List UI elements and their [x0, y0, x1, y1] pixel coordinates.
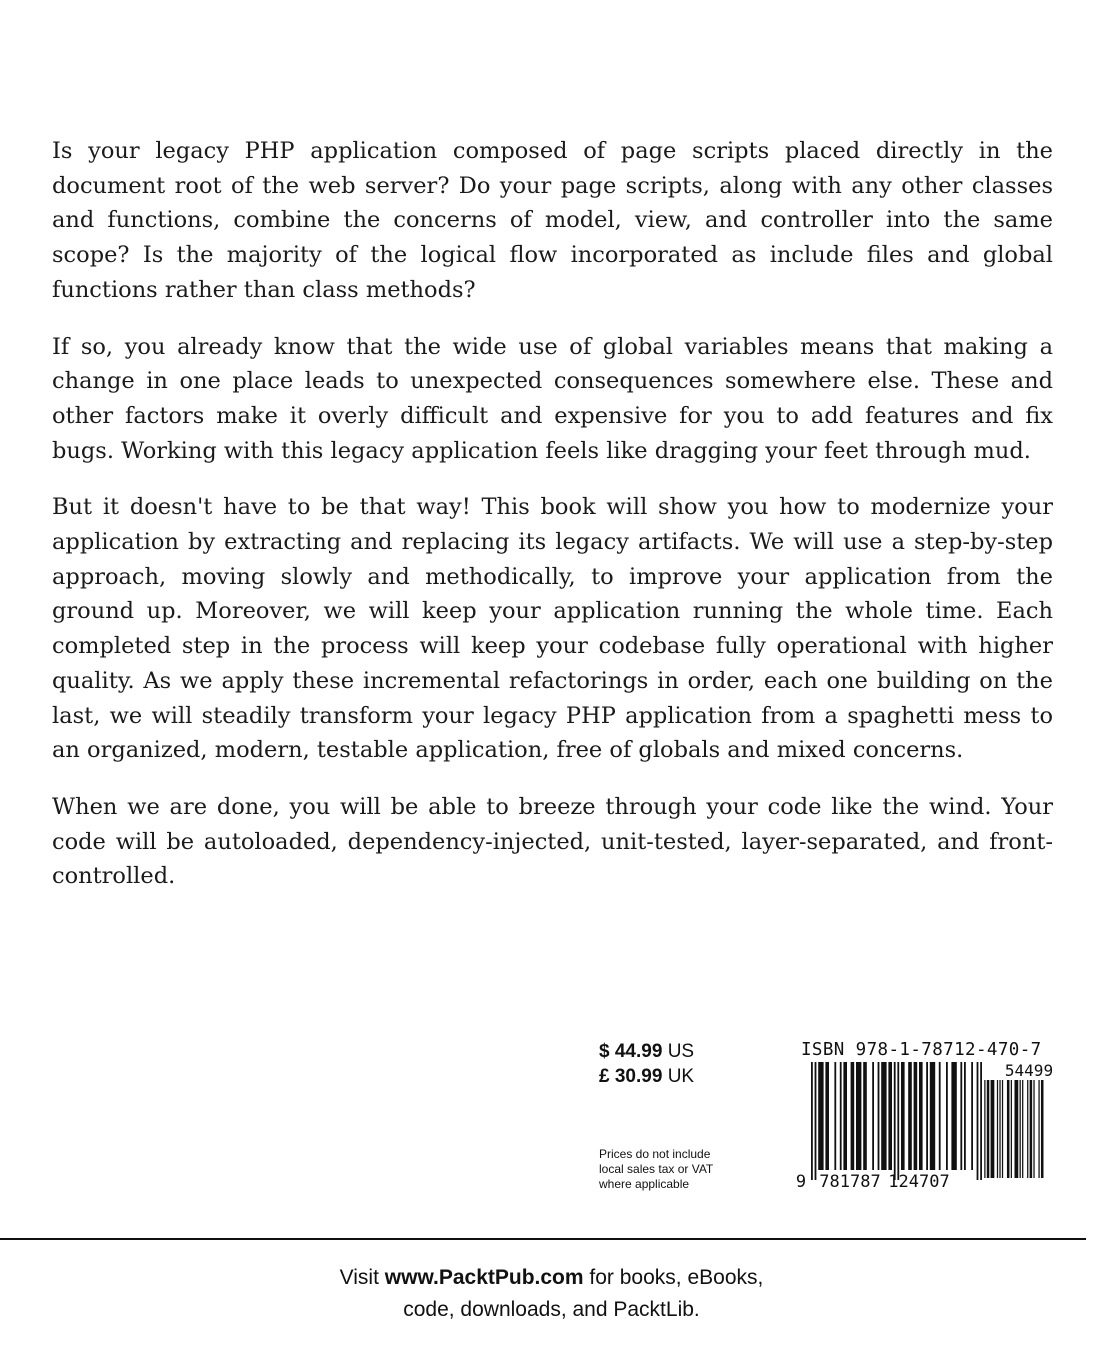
footer-divider [0, 1238, 1086, 1240]
description-paragraph-4: When we are done, you will be able to breeze through your code like the wind. Your code will be autoloaded, dependency-injected, unit-tested, layer-separated, and front-controlled. [52, 793, 1053, 890]
description-paragraph-3: But it doesn't have to be that way! This book will show you how to modernize your application by extracting and replacing its legacy artifacts. We will use a step-by-step approach, moving slowly and methodically, to improve your application from the ground up. Moreover, we will keep your application running the whole time. Each completed step in the process will keep your codebase fully operational with higher quality. As we apply these incremental refactorings in order, each one building on the last, we will steadily transform your legacy PHP application from a spaghetti mess to an organized, modern, testable application, free of globals and mixed concerns. [52, 494, 1053, 764]
addon-bar [1011, 1080, 1012, 1178]
addon-bar [1002, 1080, 1003, 1178]
barcode-bar [888, 1062, 892, 1170]
description-paragraph-2: If so, you already know that the wide use of global variables means that making a change in one place leads to unexpected consequences somewhere else. These and other factors make it overly difficult and expensive for you to add features and fix bugs. Working with this legacy application feels like dragging your feet through mud. [52, 333, 1053, 464]
addon-bar [1022, 1080, 1023, 1178]
barcode-bar [908, 1062, 912, 1170]
book-description [52, 134, 1053, 916]
price-disclaimer [599, 1147, 769, 1192]
barcode-bar [843, 1062, 847, 1170]
addon-bar [987, 1080, 990, 1178]
barcode-guard-bar [977, 1062, 979, 1180]
ean-right-digits: 124707 [888, 1172, 950, 1192]
addon-bar [1030, 1080, 1033, 1178]
addon-bar [1015, 1080, 1019, 1178]
price-us-amount: $ 44.99 [599, 1041, 663, 1062]
barcode-guard-bar [897, 1062, 899, 1180]
barcode-bar [960, 1062, 962, 1170]
ean-first-digit: 9 [795, 1172, 807, 1192]
description-paragraph-1: Is your legacy PHP application composed of page scripts placed directly in the document root of the web server? Do your page scripts, along with any other classes and functions, combine the concerns of model, view, and controller into the same scope? Is the majority of the logical flow incorporated as include files and global functions rather than class methods? [52, 138, 1053, 303]
barcode-bar [872, 1062, 874, 1170]
addon-bar [1027, 1080, 1028, 1178]
footer-line-1 [0, 1262, 1103, 1294]
barcode-bar [851, 1062, 855, 1170]
addon-bar [1033, 1080, 1034, 1178]
addon-bar [1041, 1080, 1044, 1178]
isbn-label: ISBN 978-1-78712-470-7 [801, 1040, 1042, 1060]
barcode-bar [946, 1062, 948, 1170]
barcode-bar [825, 1062, 829, 1170]
addon-bar [1020, 1080, 1021, 1178]
addon-bar [997, 1080, 998, 1178]
footer-visit: Visit [339, 1266, 379, 1289]
price-us-label: US [667, 1041, 695, 1062]
barcode-guard-bar [811, 1062, 813, 1180]
footer [0, 1262, 1103, 1326]
barcode-bar [951, 1062, 956, 1170]
addon-bar [1038, 1080, 1039, 1178]
price-note-line-3: where applicable [599, 1177, 690, 1191]
barcode-bar [926, 1062, 928, 1170]
price-us [599, 1039, 694, 1064]
barcode-bar [971, 1062, 973, 1170]
addon-bar [991, 1080, 995, 1178]
barcode-bar [863, 1062, 867, 1170]
barcode-bar [930, 1062, 935, 1170]
barcode-bar [964, 1062, 966, 1170]
packtpub-link[interactable]: www.PacktPub.com [384, 1266, 584, 1289]
addon-bar [999, 1080, 1000, 1178]
barcode-bar [919, 1062, 923, 1170]
barcode-bar [840, 1062, 842, 1170]
barcode-bar [914, 1062, 918, 1170]
barcode-guard-bar [980, 1062, 982, 1180]
barcode-bar [818, 1062, 823, 1170]
barcode-guard-bar [894, 1062, 896, 1180]
barcode-bar [881, 1062, 886, 1170]
barcode-guard-bar [815, 1062, 817, 1180]
price-uk-label: UK [667, 1066, 695, 1087]
price-uk [599, 1064, 694, 1089]
barcode-bar [878, 1062, 880, 1170]
price-note-line-1: Prices do not include [599, 1147, 711, 1161]
barcode-bar [901, 1062, 905, 1170]
addon-bar [1007, 1080, 1010, 1178]
ean-left-digits: 781787 [819, 1172, 881, 1192]
price-note-line-2: local sales tax or VAT [599, 1162, 714, 1176]
addon-digits: 54499 [1004, 1061, 1054, 1080]
barcode-bar [939, 1062, 941, 1170]
barcode-bar [856, 1062, 861, 1170]
price-uk-amount: £ 30.99 [599, 1066, 663, 1087]
barcode-bar [834, 1062, 836, 1170]
price-list [599, 1039, 694, 1089]
footer-line-2: code, downloads, and PacktLib. [403, 1298, 700, 1321]
isbn-barcode [797, 1060, 1053, 1192]
footer-tail: for books, eBooks, [589, 1266, 764, 1289]
addon-bar [984, 1080, 985, 1178]
